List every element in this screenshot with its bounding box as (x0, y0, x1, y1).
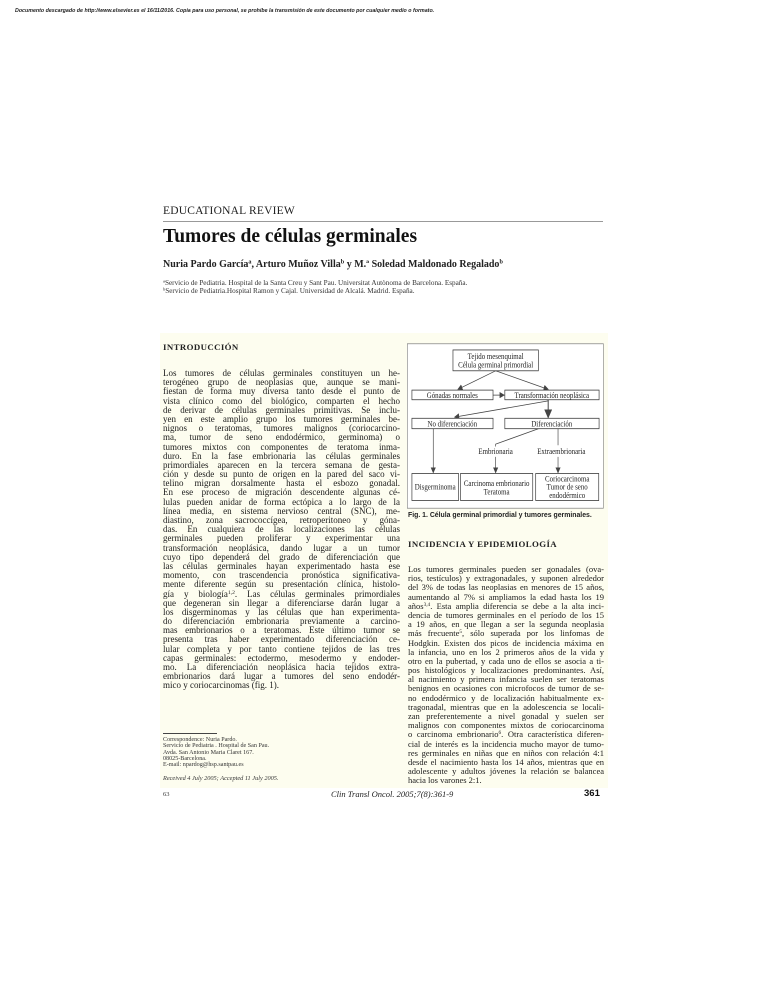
text-line: tragonadal, mientras que en la adolescencia se locali- (408, 701, 604, 712)
affiliation-mark: b (163, 286, 166, 292)
text-line: rios, testículos) y extragonadales, y suponen alrededor (408, 573, 604, 584)
figure-1-diagram (407, 343, 604, 509)
page-number-left: 63 (163, 791, 170, 798)
text-line: ma, tumor de seno endodérmico, germinoma) o (163, 432, 400, 443)
download-watermark: Documento descargado de http://www.elsevier.es el 16/11/2016. Copia para uso personal, se prohíbe la transmisión de este documento por cualquier medio o formato. (15, 8, 435, 14)
text-line: mico y coriocarcinomas (fig. 1). (163, 680, 279, 691)
incidencia-text (408, 565, 604, 786)
label: Gónadas normales (426, 390, 478, 400)
author-list (163, 259, 503, 270)
text-line: telino migran dorsalmente hasta el esbozo gonadal. (163, 478, 400, 489)
affiliation-mark: b (499, 258, 503, 266)
section-divider (163, 221, 603, 222)
text-line: ción y desde su punto de origen en la pared del saco vi- (163, 469, 400, 480)
text-line: del 3% de todas las neoplasias en menores de 15 años, (408, 582, 604, 593)
affiliation-text: Servicio de Pediatria. Hospital de la Santa Creu y Sant Pau. Universitat Autònoma de Barcelona. España. (164, 279, 468, 287)
affiliation-mark: b (340, 258, 345, 266)
author-name: y M.ª Soledad Maldonado Regalado (344, 259, 500, 270)
figure-caption: Fig. 1. Célula germinal primordial y tumores germinales. (408, 512, 592, 519)
text-line: hacia los varones 2:1. (408, 775, 482, 786)
label: Diferenciación (531, 418, 573, 429)
text-line: años$^{3,4}$. Esta amplia diferencia se debe a la alta inci- (408, 600, 604, 611)
affiliation-mark: a (163, 278, 165, 284)
text-line: benignos en ocasiones con microfocos de tumor de se- (408, 683, 604, 694)
text-line: la infancia, uno en los 2 primeros años de la vida y (408, 646, 604, 657)
text-line: malignos con componentes mixtos de coriocarcinoma (408, 720, 604, 731)
author-name: , Arturo Muñoz Villa (251, 259, 341, 270)
text-line: do diferenciación embrionaria previamente a carcino- (163, 616, 400, 627)
text-line: Hodgkin. Existen dos picos de incidencia máxima en (408, 637, 604, 648)
affiliation-mark: a (248, 258, 252, 266)
text-line: momento, con trascendencia pronóstica significativa- (163, 570, 400, 581)
text-line: más frecuente$^5$, sólo superada por los linfomas de (408, 628, 604, 639)
label: Extraembrionaria (537, 446, 586, 456)
text-line: primordiales aparecen en la tercera semana de gesta- (163, 459, 400, 470)
article-title: Tumores de células germinales (163, 226, 418, 247)
journal-citation: Clin Transl Oncol. 2005;7(8):361-9 (331, 789, 454, 799)
text-line: dencia de tumores germinales en el período de los 15 (408, 609, 604, 620)
text-line: diastino, zona sacrococcígea, retroperitoneo y góna- (163, 515, 400, 525)
text-line: las células germinales hayan experimentado hasta ese (163, 560, 400, 571)
intro-text (163, 369, 400, 691)
affiliations (163, 279, 467, 296)
text-line: capas germinales: ectodermo, mesodermo y endoder- (163, 652, 400, 663)
label: Disgerminoma (414, 482, 456, 492)
footnote-rule (163, 733, 217, 734)
text-line: cial de interés es la incidencia mucho mayor de tumo- (408, 738, 604, 749)
text-line: Los tumores de células germinales constituyen un he- (163, 368, 400, 378)
text-line: duro. En la fase embrionaria las células germinales (163, 450, 400, 461)
text-line: zan preferentemente a nivel gonadal y suelen ser (408, 711, 604, 721)
text-line: a 19 años, en que llegan a ser la segunda neoplasia (408, 619, 604, 630)
text-line: terogéneo grupo de neoplasias que, aunque se mani- (163, 377, 400, 388)
section-heading-incidencia: INCIDENCIA Y EPIDEMIOLOGÍA (408, 539, 558, 549)
text-line: al nacimiento y primera infancia suelen ser teratomas (408, 674, 604, 685)
text-line: línea media, en sistema nervioso central (SNC), me- (163, 505, 400, 516)
label: No diferenciación (427, 418, 478, 429)
author-name: Nuria Pardo García (163, 259, 249, 270)
citation-ref: 1,2 (227, 589, 235, 596)
label: Tumor de seno (546, 482, 588, 492)
text-line: o carcinoma embrionario$^6$. Otra característica diferen- (408, 729, 605, 740)
text-line: gía y biología$^{1,2}$. Las células germinales primordiales (163, 588, 400, 599)
text-line: mas embrionarios o a teratomas. Este último tumor se (163, 625, 400, 636)
text-line: mente diferente según su presentación clínica, histolo- (163, 579, 400, 590)
text-line: lular completa y por tanto contiene tejidos de las tres (163, 643, 400, 654)
text-line: germinales pueden proliferar y experimentar una (163, 533, 400, 544)
label: Carcinoma embrionario (463, 478, 530, 488)
text-line: fiestan de forma muy diversa tanto desde el punto de (163, 386, 400, 397)
text-line: aumentando al 7% si ampliamos la edad hasta los 19 (408, 591, 604, 602)
received-dates: Received 4 July 2005; Accepted 11 July 2005. (163, 775, 279, 782)
label: endodérmico (549, 490, 586, 500)
text-line: de derivar de células germinales primitivas. Se inclu- (163, 404, 400, 415)
text-line: los disgerminomas y las células que han experimenta- (163, 606, 400, 617)
affiliation-text: Servicio de Pediatria.Hospital Ramon y Cajal. Universidad de Alcalá. Madrid. España. (165, 287, 415, 296)
text-line: En ese proceso de migración descendente algunas cé- (163, 487, 400, 498)
text-line: lulas pueden anidar de forma ectópica a lo largo de la (163, 496, 400, 507)
text-line: que degeneran sin llegar a diferenciarse darán lugar a (163, 597, 400, 608)
text-line: adolescente y adultos jóvenes la relación se balancea (408, 766, 604, 777)
correspondence-line: 08025-Barcelona. (163, 755, 207, 762)
text-line: no endodérmico y de localización habitualmente ex- (408, 692, 604, 703)
correspondence-line: Correspondence: Nuria Pardo. (163, 737, 237, 743)
correspondence-line: Servicio de Pediatria . Hospital de San Pau. (163, 743, 270, 750)
text-line: das. En cualquiera de las localizaciones las células (163, 524, 400, 535)
section-label: EDUCATIONAL REVIEW (163, 205, 295, 217)
text-line: cuyo tipo dependerá del grado de diferenciación que (163, 551, 400, 562)
correspondence-block (163, 737, 269, 768)
text-line: otro en la pubertad, y cada uno de ellos se asocia a ti- (408, 655, 604, 666)
text-line: transformación neoplásica, dando lugar a un tumor (163, 542, 400, 553)
text-line: desde el nacimiento hasta los 14 años, mientras que en (408, 756, 604, 767)
label: Teratoma (483, 486, 510, 497)
correspondence-email: E-mail: npardog@hsp.santpau.es (163, 762, 244, 769)
text-line: pos histológicos y localizaciones predominantes. Así, (408, 665, 604, 676)
text-line: Los tumores germinales pueden ser gonadales (ova- (408, 564, 604, 574)
section-heading-introduccion: INTRODUCCIÓN (163, 342, 239, 352)
text-line: mo. La diferenciación neoplásica hacia tejidos extra- (163, 662, 400, 672)
text-line: embrionarios dará lugar a tumores del seno endodér- (163, 671, 400, 682)
text-line: vista clínico como del biológico, comparten el hecho (163, 395, 400, 406)
text-line: res germinales en niñas que en niños con relación 4:1 (408, 747, 604, 758)
text-line: presenta tras haber experimentado diferenciación ce- (163, 634, 400, 645)
label: Célula germinal primordial (458, 359, 534, 370)
label: Embrionaria (478, 446, 513, 456)
page-number: 361 (584, 788, 600, 799)
text-line: tumores mixtos con componentes de teratoma inma- (163, 441, 400, 452)
correspondence-line: Avda. San Antonio Maria Claret 167. (163, 749, 254, 756)
label: Tejido mesenquimal (467, 351, 524, 361)
text-line: nignos o teratomas, tumores malignos (coriocarcino- (163, 423, 400, 434)
label: Coriocarcinoma (545, 474, 590, 484)
label: Transformación neoplásica (514, 390, 590, 400)
affiliation (163, 287, 467, 295)
citation-ref: 6 (498, 730, 502, 737)
text-line: yen en este amplio grupo los tumores germinales be- (163, 413, 400, 424)
citation-ref: 5 (459, 629, 463, 636)
citation-ref: 3,4 (423, 601, 431, 608)
